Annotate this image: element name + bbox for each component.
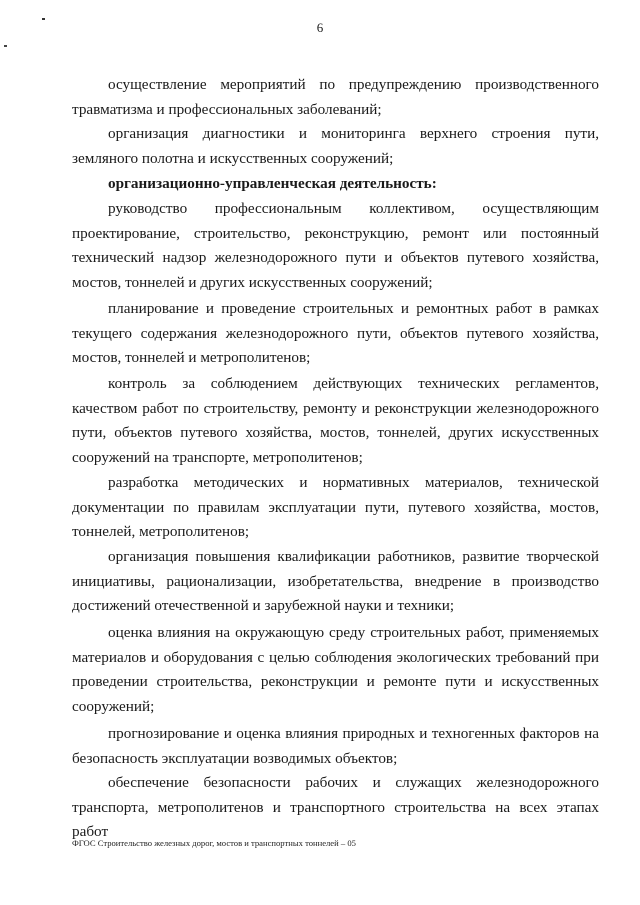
paragraph-qualification: организация повышения квалификации работников, развитие творческой инициативы, рационализации, изобретательства, внедрение в производство достижений отечественной и зарубежной науки и техники; bbox=[72, 548, 599, 614]
page-footer: ФГОС Строительство железных дорог, мостов и транспортных тоннелей – 05 bbox=[72, 838, 356, 848]
paragraph-methodical-materials: разработка методических и нормативных материалов, технической документации по правилам эксплуатации пути, путевого хозяйства, мостов, тоннелей, метрополитенов; bbox=[72, 474, 599, 540]
section-heading-management: организационно-управленческая деятельность: bbox=[108, 175, 437, 192]
paragraph-compliance-control: контроль за соблюдением действующих технических регламентов, качеством работ по строительству, ремонту и реконструкции железнодорожного пути, объектов путевого хозяйства, мостов, тоннелей, других искусственных сооружений на транспорте, метрополитенов; bbox=[72, 375, 599, 466]
paragraph-injury-prevention: осуществление мероприятий по предупреждению производственного травматизма и профессиональных заболеваний; bbox=[72, 76, 599, 118]
paragraph-team-leadership: руководство профессиональным коллективом, осуществляющим проектирование, строительство, реконструкцию, ремонт или постоянный технический надзор железнодорожного пути и объектов путевого хозяйства, мостов, тоннелей и других искусственных сооружений; bbox=[72, 200, 599, 291]
scan-tick bbox=[4, 45, 7, 47]
paragraph-safety: обеспечение безопасности рабочих и служащих железнодорожного транспорта, метрополитенов и транспортного строительства на всех этапах работ bbox=[72, 774, 599, 840]
paragraph-track-diagnostics: организация диагностики и мониторинга верхнего строения пути, земляного полотна и искусственных сооружений; bbox=[72, 125, 599, 167]
paragraph-forecasting: прогнозирование и оценка влияния природных и техногенных факторов на безопасность эксплуатации возводимых объектов; bbox=[72, 725, 599, 767]
page-number: 6 bbox=[316, 20, 324, 35]
paragraph-works-planning: планирование и проведение строительных и ремонтных работ в рамках текущего содержания железнодорожного пути, объектов путевого хозяйства, мостов, тоннелей и метрополитенов; bbox=[72, 300, 599, 366]
paragraph-environmental-impact: оценка влияния на окружающую среду строительных работ, применяемых материалов и оборудования с целью соблюдения экологических требований при проведении строительства, реконструкции и ремонте пути и искусственных сооружений; bbox=[72, 624, 599, 715]
